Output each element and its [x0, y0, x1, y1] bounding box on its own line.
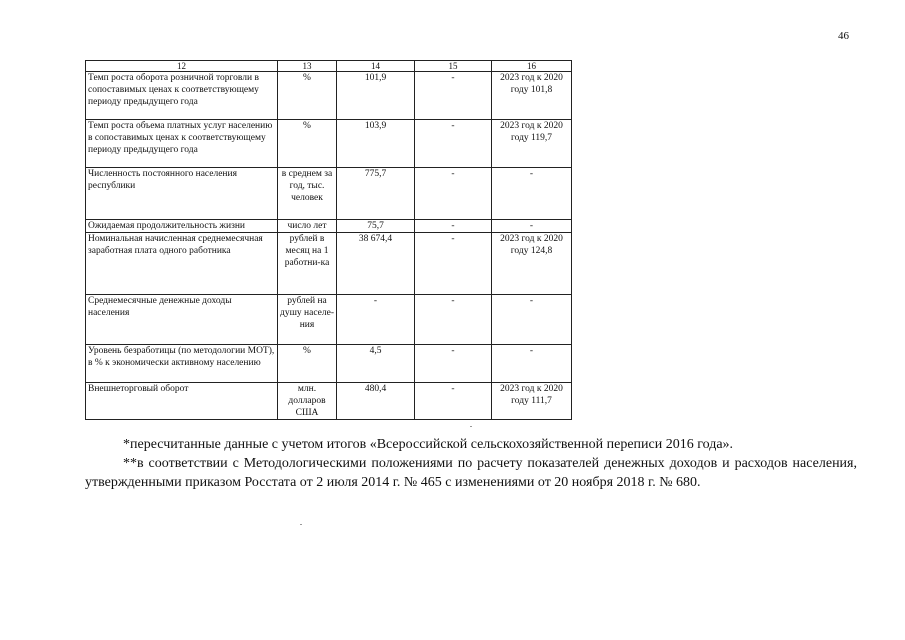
indicator-unit: % — [278, 72, 337, 120]
indicator-unit: число лет — [278, 220, 337, 233]
indicator-name: Темп роста оборота розничной торговли в сопоставимых ценах к соответствующему периоду предыдущего года — [86, 72, 278, 120]
column-header: 12 — [86, 61, 278, 72]
indicator-value: 75,7 — [337, 220, 415, 233]
indicator-col15: - — [415, 295, 492, 345]
table-row — [86, 345, 572, 383]
scan-speck — [470, 426, 472, 427]
indicator-col15: - — [415, 233, 492, 295]
scan-speck — [300, 524, 302, 525]
indicator-col15: - — [415, 168, 492, 220]
column-header: 16 — [492, 61, 572, 72]
indicator-note: 2023 год к 2020 году 101,8 — [492, 72, 572, 120]
footnote-census: *пересчитанные данные с учетом итогов «Всероссийской сельскохозяйственной переписи 2016 года». — [123, 437, 734, 452]
indicator-note: - — [492, 295, 572, 345]
indicator-name: Внешнеторговый оборот — [86, 383, 278, 420]
table-row — [86, 120, 572, 168]
indicators-table — [85, 60, 572, 420]
table-row — [86, 233, 572, 295]
column-header: 14 — [337, 61, 415, 72]
footnote-methodology: **в соответствии с Методологическими положениями по расчету показателей денежных доходов и расходов населения, утвержденными приказом Росстата от 2 июля 2014 г. № 465 с изменениями от 20 ноября 2018 г. № 680. — [85, 456, 857, 490]
indicator-name: Номинальная начисленная среднемесячная заработная плата одного работника — [86, 233, 278, 295]
table-row — [86, 295, 572, 345]
indicator-note: 2023 год к 2020 году 119,7 — [492, 120, 572, 168]
indicator-unit: в среднем за год, тыс. человек — [278, 168, 337, 220]
indicator-unit: млн. долларов США — [278, 383, 337, 420]
indicator-value: 775,7 — [337, 168, 415, 220]
indicator-unit: % — [278, 345, 337, 383]
indicator-note: 2023 год к 2020 году 124,8 — [492, 233, 572, 295]
indicator-unit: % — [278, 120, 337, 168]
table-header-row — [86, 61, 572, 72]
indicator-name: Темп роста объема платных услуг населению в сопоставимых ценах к соответствующему периоду предыдущего года — [86, 120, 278, 168]
indicator-name: Ожидаемая продолжительность жизни — [86, 220, 278, 233]
indicator-name: Численность постоянного населения республики — [86, 168, 278, 220]
indicator-note: - — [492, 345, 572, 383]
table-row — [86, 220, 572, 233]
indicator-unit: рублей на душу населе-ния — [278, 295, 337, 345]
page-number: 46 — [838, 30, 849, 42]
indicator-col15: - — [415, 383, 492, 420]
indicator-value: 4,5 — [337, 345, 415, 383]
column-header: 13 — [278, 61, 337, 72]
indicator-col15: - — [415, 120, 492, 168]
indicator-col15: - — [415, 72, 492, 120]
indicator-note: - — [492, 220, 572, 233]
column-header: 15 — [415, 61, 492, 72]
table-row — [86, 383, 572, 420]
indicator-col15: - — [415, 345, 492, 383]
indicator-value: 101,9 — [337, 72, 415, 120]
indicator-value: 480,4 — [337, 383, 415, 420]
table-row — [86, 72, 572, 120]
indicator-name: Уровень безработицы (по методологии МОТ), в % к экономически активному населению — [86, 345, 278, 383]
table-row — [86, 168, 572, 220]
indicator-unit: рублей в месяц на 1 работни-ка — [278, 233, 337, 295]
indicator-note: 2023 год к 2020 году 111,7 — [492, 383, 572, 420]
footnotes — [85, 435, 857, 492]
indicator-value: 38 674,4 — [337, 233, 415, 295]
indicator-note: - — [492, 168, 572, 220]
indicator-col15: - — [415, 220, 492, 233]
indicator-name: Среднемесячные денежные доходы населения — [86, 295, 278, 345]
indicator-value: - — [337, 295, 415, 345]
indicator-value: 103,9 — [337, 120, 415, 168]
